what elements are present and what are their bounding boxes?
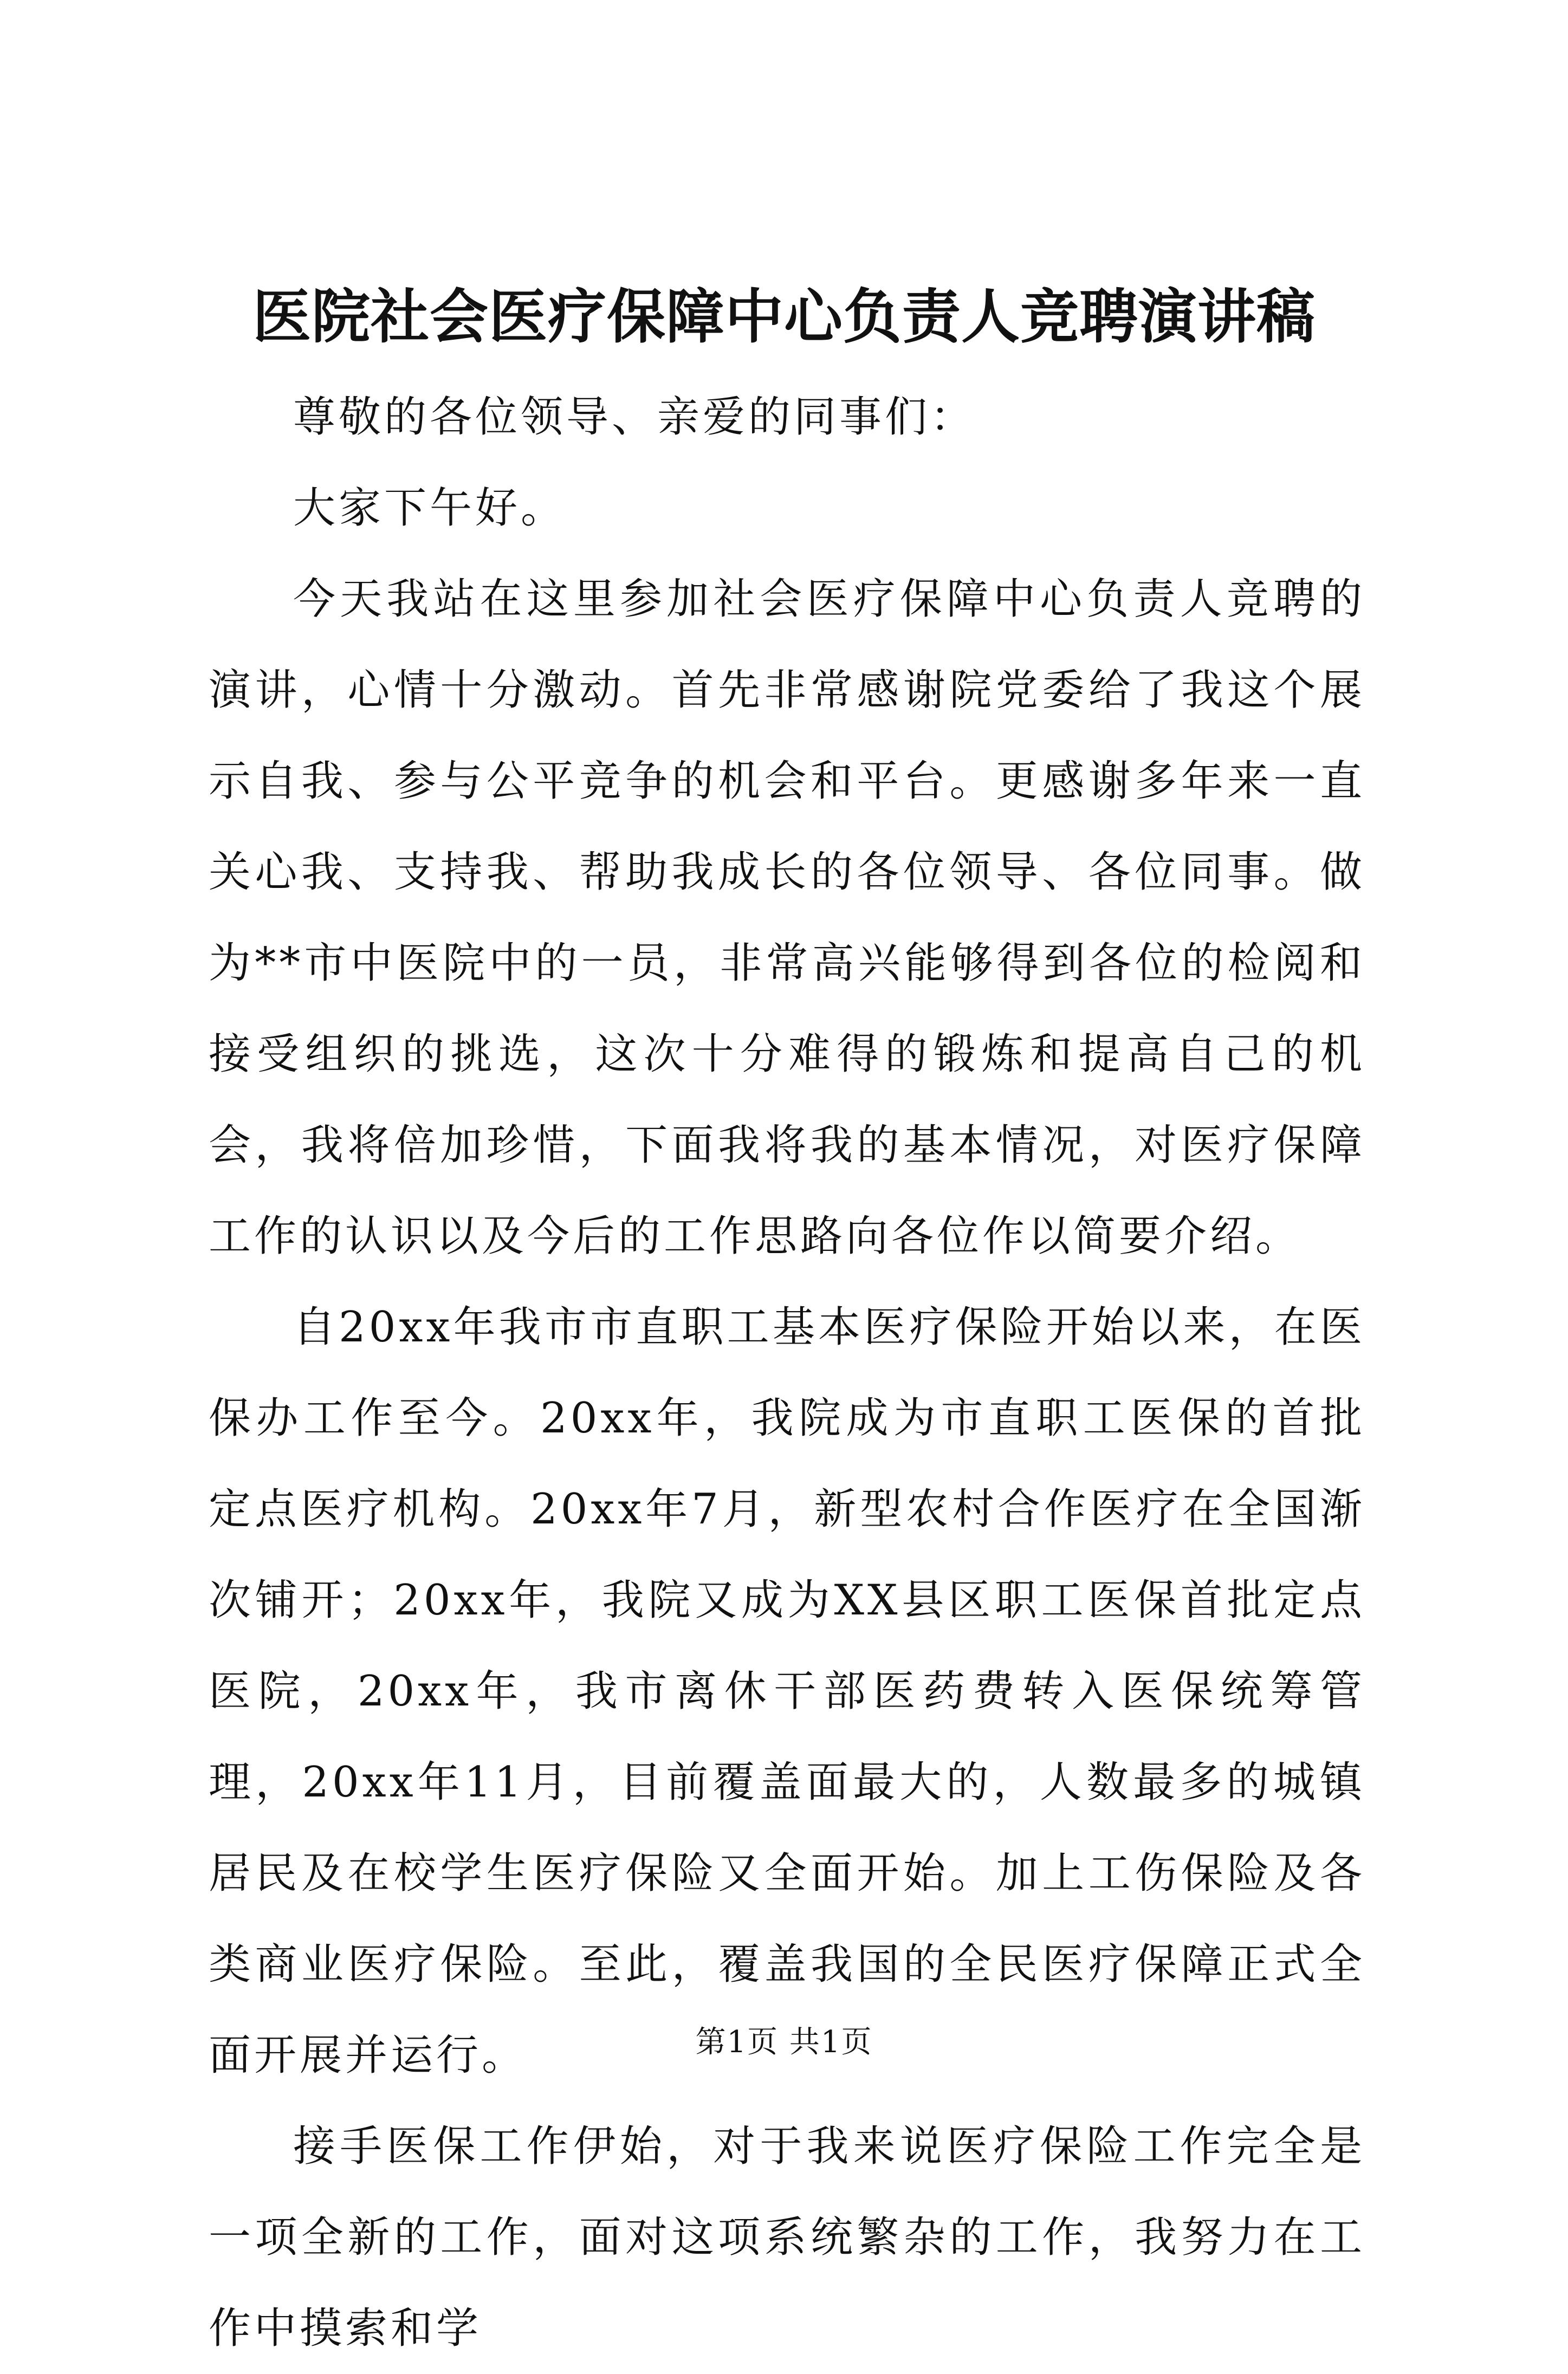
history-paragraph: 自20xx年我市市直职工基本医疗保险开始以来，在医保办工作至今。20xx年，我院成为市直职工医保的首批定点医疗机构。20xx年7月，新型农村合作医疗在全国渐次铺开；20xx年，我院又成为XX县区职工医保首批定点医院，20xx年，我市离休干部医药费转入医保统筹管理，20xx年11月，目前覆盖面最大的，人数最多的城镇居民及在校学生医疗保险又全面开始。加上工伤保险及各类商业医疗保险。至此，覆盖我国的全民医疗保障正式全面开展并运行。 xyxy=(209,1303,1365,2080)
work-start-paragraph: 接手医保工作伊始，对于我来说医疗保险工作完全是一项全新的工作，面对这项系统繁杂的工作，我努力在工作中摸索和学 xyxy=(209,2122,1365,2353)
greeting-paragraph: 大家下午好。 xyxy=(293,484,567,533)
page-number-footer: 第1页 共1页 xyxy=(695,2025,873,2060)
salutation-paragraph: 尊敬的各位领导、亲爱的同事们： xyxy=(293,393,976,442)
document-title: 医院社会医疗保障中心负责人竞聘演讲稿 xyxy=(252,283,1316,351)
intro-paragraph: 今天我站在这里参加社会医疗保障中心负责人竞聘的演讲，心情十分激动。首先非常感谢院党委给了我这个展示自我、参与公平竞争的机会和平台。更感谢多年来一直关心我、支持我、帮助我成长的各位领导、各位同事。做为**市中医院中的一员，非常高兴能够得到各位的检阅和接受组织的挑选，这次十分难得的锻炼和提高自己的机会，我将倍加珍惜，下面我将我的基本情况，对医疗保障工作的认识以及今后的工作思路向各位作以简要介绍。 xyxy=(209,575,1365,1261)
document-body xyxy=(209,372,1365,2374)
